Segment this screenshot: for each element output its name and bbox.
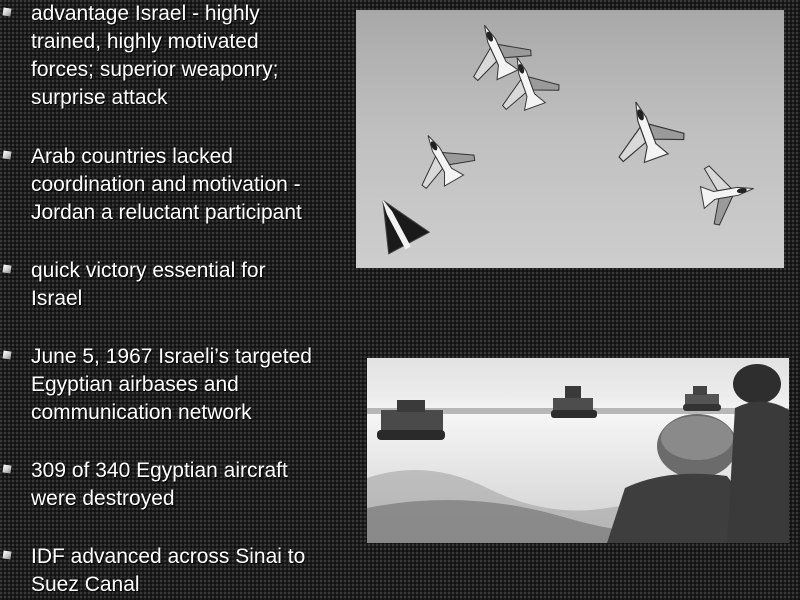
bullet-icon: [2, 550, 11, 559]
bullet-icon: [2, 150, 11, 159]
bullet-text: quick victory essential for Israel: [31, 259, 266, 310]
bullet-icon: [2, 7, 11, 16]
bullet-icon: [2, 464, 11, 473]
bullet-list: [0, 0, 360, 600]
jet-aircraft-formation-photo: [356, 10, 784, 268]
bullet-icon: [2, 264, 11, 273]
jet-icon: [402, 120, 480, 195]
bullet-text: Arab countries lacked coordination and motivation - Jordan a reluctant participant: [31, 145, 302, 224]
bullet-icon: [2, 350, 11, 359]
tank-icon: [551, 386, 597, 418]
jet-icon: [603, 90, 688, 170]
bullet-text: IDF advanced across Sinai to Suez Canal: [31, 545, 306, 596]
tank-icon: [683, 386, 721, 411]
aircraft-photo-graphic: [356, 10, 784, 268]
tank-icon: [377, 400, 445, 440]
soldier-icon: [727, 364, 789, 543]
delta-jet-icon: [364, 186, 431, 257]
jet-icon: [697, 159, 759, 227]
bullet-text: advantage Israel - highly trained, highly motivated forces; superior weaponry; surprise attack: [31, 2, 279, 109]
tanks-photo-graphic: [367, 358, 789, 543]
tanks-in-desert-photo: [367, 358, 789, 543]
bullet-text: 309 of 340 Egyptian aircraft were destroyed: [31, 459, 288, 510]
bullet-text: June 5, 1967 Israeli’s targeted Egyptian airbases and communication network: [31, 345, 312, 424]
